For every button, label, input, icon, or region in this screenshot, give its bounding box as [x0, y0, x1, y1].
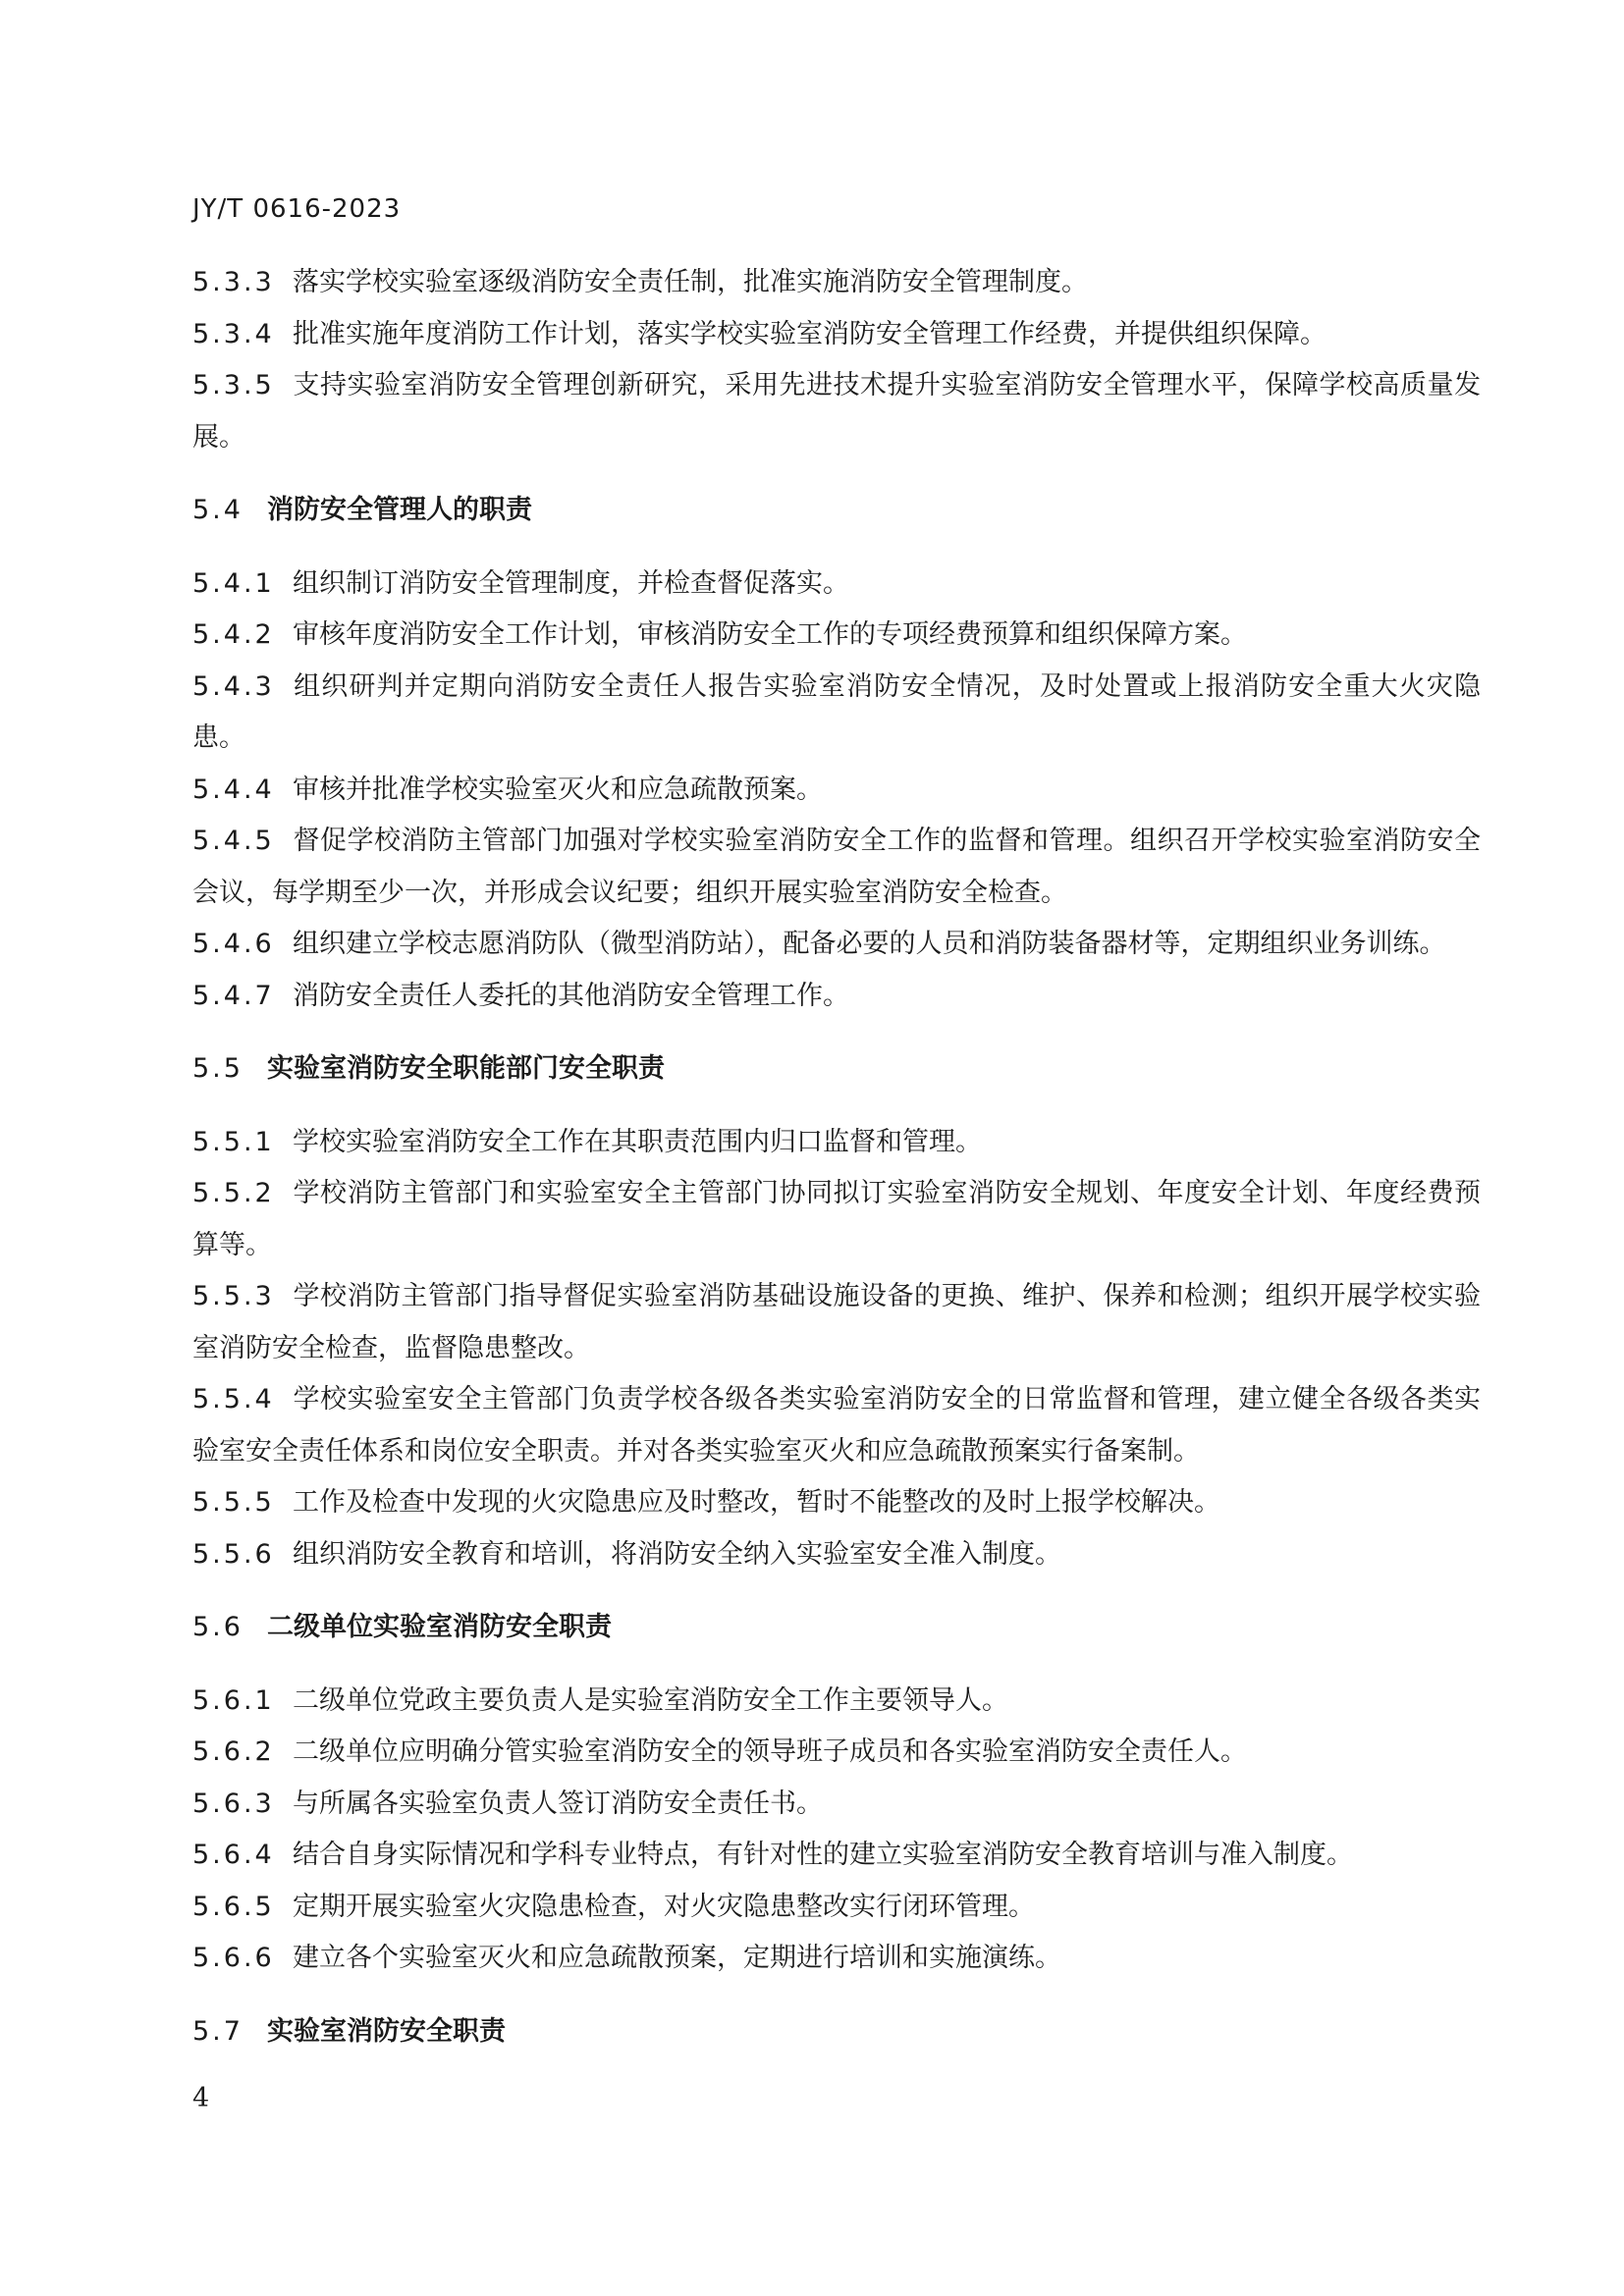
clause-paragraph: [192, 765, 1481, 817]
clause-number: 5.6.2: [192, 1736, 275, 1767]
clause-paragraph: [192, 1117, 1481, 1169]
clause-paragraph: [192, 1529, 1481, 1581]
clause-text: 批准实施年度消防工作计划，落实学校实验室消防安全管理工作经费，并提供组织保障。: [293, 318, 1326, 349]
section-heading: [192, 2006, 1481, 2058]
clause-text: 建立各个实验室灭火和应急疏散预案，定期进行培训和实施演练。: [293, 1943, 1061, 1973]
clause-text: 消防安全责任人委托的其他消防安全管理工作。: [293, 980, 849, 1011]
clause-paragraph: [192, 1271, 1481, 1374]
clause-number: 5.4.6: [192, 929, 275, 959]
section-heading: [192, 1602, 1481, 1654]
clause-number: 5.6.4: [192, 1840, 275, 1870]
clause-text: 学校实验室安全主管部门负责学校各级各类实验室消防安全的日常监督和管理，建立健全各级各类实验室安全责任体系和岗位安全职责。并对各类实验室灭火和应急疏散预案实行备案制。: [192, 1384, 1481, 1467]
clause-number: 5.6.6: [192, 1943, 275, 1973]
standard-code-header: JY/T 0616-2023: [192, 194, 402, 224]
clause-number: 5.4.7: [192, 980, 275, 1011]
clause-number: 5.4.4: [192, 774, 275, 805]
clause-number: 5.5.2: [192, 1178, 275, 1208]
clause-number: 5.4.2: [192, 619, 275, 650]
clause-paragraph: [192, 257, 1481, 309]
clause-paragraph: [192, 1168, 1481, 1271]
clause-paragraph: [192, 816, 1481, 919]
clause-number: 5.4.5: [192, 826, 275, 856]
clause-paragraph: [192, 1830, 1481, 1882]
clause-number: 5.5.4: [192, 1384, 275, 1415]
clause-text: 组织制订消防安全管理制度，并检查督促落实。: [293, 567, 849, 599]
clause-number: 5.6.3: [192, 1788, 275, 1819]
clause-paragraph: [192, 360, 1481, 463]
section-number: 5.7: [192, 2015, 244, 2047]
section-heading: [192, 485, 1481, 537]
clause-paragraph: [192, 1374, 1481, 1477]
page-number: 4: [192, 2083, 210, 2113]
clause-paragraph: [192, 559, 1481, 611]
clause-paragraph: [192, 1477, 1481, 1529]
clause-number: 5.3.3: [192, 267, 275, 297]
clause-text: 学校消防主管部门和实验室安全主管部门协同拟订实验室消防安全规划、年度安全计划、年度经费预算等。: [192, 1178, 1481, 1260]
clause-paragraph: [192, 1779, 1481, 1831]
clause-text: 组织建立学校志愿消防队（微型消防站），配备必要的人员和消防装备器材等，定期组织业务训练。: [293, 929, 1446, 959]
clause-text: 结合自身实际情况和学科专业特点，有针对性的建立实验室消防安全教育培训与准入制度。: [293, 1840, 1353, 1870]
clause-number: 5.3.4: [192, 318, 275, 349]
clause-text: 支持实验室消防安全管理创新研究，采用先进技术提升实验室消防安全管理水平，保障学校高质量发展。: [192, 370, 1481, 453]
section-title: 实验室消防安全职能部门安全职责: [267, 1053, 665, 1084]
section-title: 实验室消防安全职责: [267, 2015, 506, 2047]
clause-number: 5.5.6: [192, 1538, 275, 1570]
clause-number: 5.6.5: [192, 1891, 275, 1922]
clause-text: 工作及检查中发现的火灾隐患应及时整改，暂时不能整改的及时上报学校解决。: [293, 1487, 1220, 1518]
clause-text: 组织研判并定期向消防安全责任人报告实验室消防安全情况，及时处置或上报消防安全重大火灾隐患。: [192, 670, 1481, 753]
clause-paragraph: [192, 662, 1481, 765]
section-title: 消防安全管理人的职责: [267, 495, 532, 525]
section-number: 5.4: [192, 495, 244, 525]
clause-number: 5.3.5: [192, 370, 275, 400]
clause-text: 与所属各实验室负责人签订消防安全责任书。: [293, 1788, 823, 1819]
clause-paragraph: [192, 1676, 1481, 1728]
section-heading: [192, 1043, 1481, 1095]
clause-text: 学校消防主管部门指导督促实验室消防基础设施设备的更换、维护、保养和检测；组织开展学校实验室消防安全检查，监督隐患整改。: [192, 1281, 1481, 1363]
clause-text: 二级单位党政主要负责人是实验室消防安全工作主要领导人。: [293, 1684, 1008, 1716]
clause-paragraph: [192, 971, 1481, 1023]
clause-paragraph: [192, 919, 1481, 971]
clause-number: 5.5.5: [192, 1487, 275, 1518]
clause-text: 落实学校实验室逐级消防安全责任制，批准实施消防安全管理制度。: [293, 267, 1088, 297]
clause-text: 审核年度消防安全工作计划，审核消防安全工作的专项经费预算和组织保障方案。: [293, 619, 1247, 650]
section-title: 二级单位实验室消防安全职责: [267, 1612, 612, 1642]
section-number: 5.6: [192, 1612, 244, 1642]
clause-paragraph: [192, 309, 1481, 361]
clause-paragraph: [192, 1933, 1481, 1985]
clause-number: 5.4.1: [192, 567, 275, 599]
clause-text: 审核并批准学校实验室灭火和应急疏散预案。: [293, 774, 823, 805]
clause-text: 学校实验室消防安全工作在其职责范围内归口监督和管理。: [293, 1126, 982, 1157]
clause-text: 二级单位应明确分管实验室消防安全的领导班子成员和各实验室消防安全责任人。: [293, 1736, 1247, 1767]
clause-number: 5.4.3: [192, 670, 275, 702]
clause-number: 5.5.3: [192, 1281, 275, 1311]
clause-number: 5.6.1: [192, 1684, 275, 1716]
clause-paragraph: [192, 1882, 1481, 1934]
clause-text: 组织消防安全教育和培训，将消防安全纳入实验室安全准入制度。: [293, 1538, 1061, 1570]
document-body: [192, 257, 1481, 2079]
clause-paragraph: [192, 1727, 1481, 1779]
clause-text: 督促学校消防主管部门加强对学校实验室消防安全工作的监督和管理。组织召开学校实验室消防安全会议，每学期至少一次，并形成会议纪要；组织开展实验室消防安全检查。: [192, 826, 1481, 908]
clause-text: 定期开展实验室火灾隐患检查，对火灾隐患整改实行闭环管理。: [293, 1891, 1035, 1922]
clause-number: 5.5.1: [192, 1126, 275, 1157]
clause-paragraph: [192, 610, 1481, 662]
section-number: 5.5: [192, 1053, 244, 1084]
